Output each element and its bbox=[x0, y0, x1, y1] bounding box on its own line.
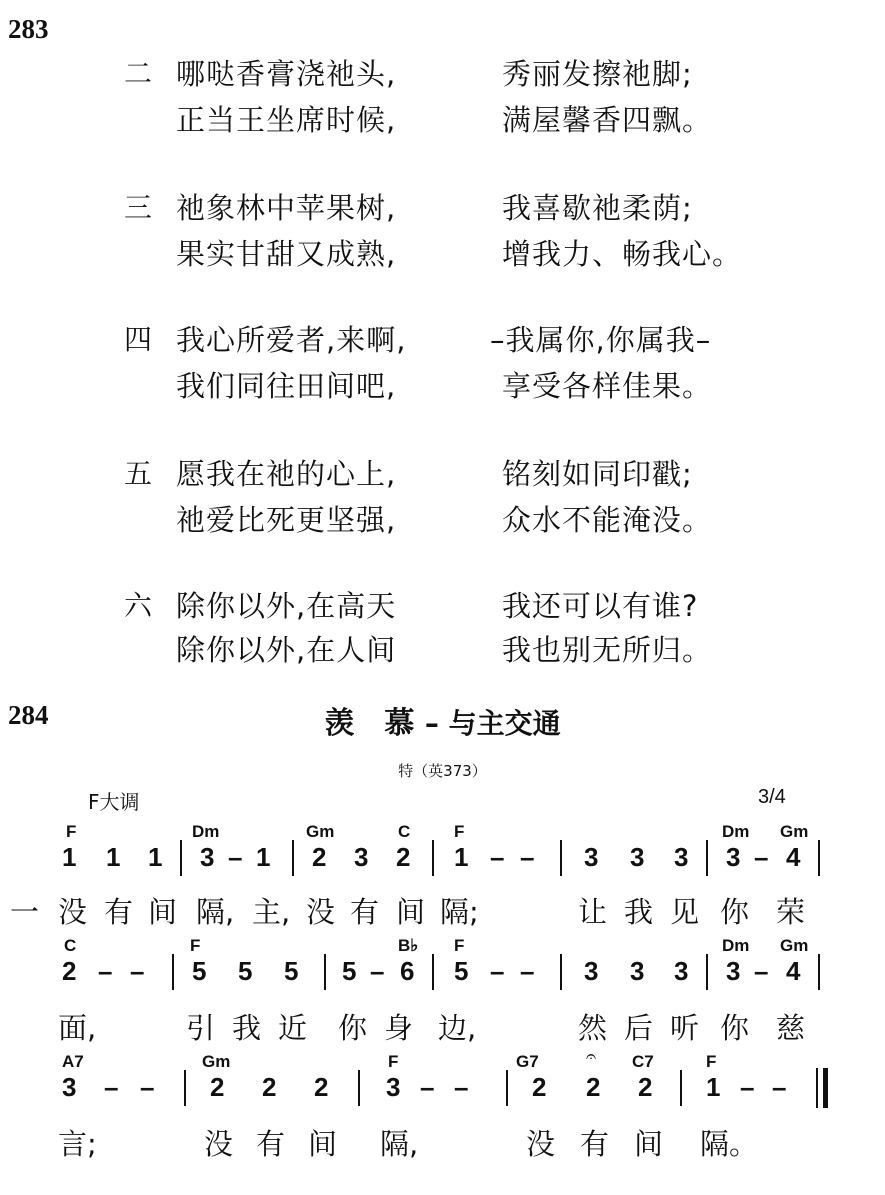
chord-symbol: Gm bbox=[202, 1052, 231, 1071]
chord-symbol: F bbox=[66, 822, 77, 841]
verse-line: 祂爱比死更坚强, bbox=[176, 503, 397, 537]
verse-line: 满屋馨香四飘。 bbox=[502, 103, 713, 137]
note: – bbox=[104, 1072, 119, 1102]
key-signature: F大调 bbox=[88, 790, 140, 814]
chord-symbol: C bbox=[64, 936, 77, 955]
barline bbox=[172, 954, 174, 990]
barline bbox=[180, 840, 182, 876]
verse-line: 除你以外,在人间 bbox=[176, 633, 397, 667]
note: 3 bbox=[674, 842, 689, 872]
hymn-number-283: 283 bbox=[8, 14, 49, 44]
barline bbox=[818, 840, 820, 876]
lyric-syllable: 见 bbox=[670, 895, 700, 929]
note: 6 bbox=[400, 956, 415, 986]
lyric-syllable: 没 bbox=[204, 1127, 234, 1161]
note: 2 bbox=[396, 842, 411, 872]
chord-symbol: F bbox=[706, 1052, 717, 1071]
note: 1 bbox=[62, 842, 77, 872]
lyric-syllable: 隔, bbox=[380, 1127, 419, 1161]
note: – bbox=[98, 956, 113, 986]
lyric-syllable: 慈 bbox=[776, 1011, 806, 1045]
hymn-title-subtitle: – 与主交通 bbox=[424, 707, 561, 740]
note: 1 bbox=[106, 842, 121, 872]
note: 1 bbox=[256, 842, 271, 872]
barline bbox=[680, 1070, 682, 1106]
lyric-syllable: 有 bbox=[104, 895, 134, 929]
chord-symbol: C bbox=[398, 822, 411, 841]
lyric-syllable: 言; bbox=[58, 1127, 97, 1161]
barline bbox=[184, 1070, 186, 1106]
chord-symbol: Dm bbox=[192, 822, 220, 841]
note: – bbox=[740, 1072, 755, 1102]
lyric-syllable: 我 bbox=[624, 895, 654, 929]
note: 2 bbox=[262, 1072, 277, 1102]
note: – bbox=[754, 842, 769, 872]
note: 1 bbox=[148, 842, 163, 872]
note: – bbox=[140, 1072, 155, 1102]
note: 5 bbox=[192, 956, 207, 986]
note: 2 bbox=[312, 842, 327, 872]
hymn-title bbox=[0, 698, 885, 742]
lyric-syllable: 我 bbox=[232, 1011, 262, 1045]
note: 3 bbox=[200, 842, 215, 872]
note: – bbox=[228, 842, 243, 872]
verse-line: –我属你,你属我– bbox=[490, 323, 712, 357]
note: 3 bbox=[584, 842, 599, 872]
chord-symbol: Dm bbox=[722, 822, 750, 841]
note: – bbox=[490, 842, 505, 872]
lyric-syllable: 主, bbox=[252, 895, 291, 929]
verse-line: 愿我在祂的心上, bbox=[176, 457, 397, 491]
verse-number: 三 bbox=[124, 191, 153, 224]
verse-line: 铭刻如同印戳; bbox=[502, 457, 693, 491]
note: 3 bbox=[62, 1072, 77, 1102]
note: 1 bbox=[706, 1072, 721, 1102]
lyric-syllable: 身 bbox=[384, 1011, 414, 1045]
note: 2 bbox=[586, 1072, 601, 1102]
barline bbox=[706, 840, 708, 876]
lyric-syllable: 没 bbox=[58, 895, 88, 929]
barline bbox=[506, 1070, 508, 1106]
lyric-syllable: 没 bbox=[306, 895, 336, 929]
lyric-syllable: 有 bbox=[580, 1127, 610, 1161]
chord-symbol: A7 bbox=[62, 1052, 84, 1071]
note: 4 bbox=[786, 956, 801, 986]
verse-line: 享受各样佳果。 bbox=[502, 369, 713, 403]
note: 2 bbox=[638, 1072, 653, 1102]
final-barline-thick bbox=[823, 1068, 828, 1108]
verse-line: 我们同往田间吧, bbox=[176, 369, 397, 403]
verse-line: 增我力、畅我心。 bbox=[502, 237, 743, 271]
barline bbox=[324, 954, 326, 990]
note: 5 bbox=[284, 956, 299, 986]
note: 3 bbox=[386, 1072, 401, 1102]
lyric-syllable: 然 bbox=[578, 1011, 608, 1045]
note: – bbox=[454, 1072, 469, 1102]
verse-line: 众水不能淹没。 bbox=[502, 503, 713, 537]
verse-number: 二 bbox=[124, 57, 153, 90]
lyric-syllable: 后 bbox=[624, 1011, 654, 1045]
lyric-syllable: 有 bbox=[256, 1127, 286, 1161]
lyric-syllable: 隔, bbox=[196, 895, 235, 929]
chord-symbol: C7 bbox=[632, 1052, 654, 1071]
hymn-title-main: 羡 慕 bbox=[324, 706, 415, 741]
note: 3 bbox=[630, 842, 645, 872]
verse-line: 除你以外,在高天 bbox=[176, 589, 397, 623]
verse-line: 我还可以有谁? bbox=[502, 589, 699, 623]
note: 3 bbox=[726, 956, 741, 986]
note: 2 bbox=[314, 1072, 329, 1102]
chord-symbol: Dm bbox=[722, 936, 750, 955]
barline bbox=[432, 840, 434, 876]
verse-line: 我喜歇祂柔荫; bbox=[502, 191, 693, 225]
chord-symbol: Gm bbox=[780, 936, 809, 955]
barline bbox=[432, 954, 434, 990]
lyric-syllable: 让 bbox=[578, 895, 608, 929]
verse-number: 五 bbox=[124, 457, 153, 490]
lyric-syllable: 面, bbox=[58, 1011, 97, 1045]
note: 1 bbox=[454, 842, 469, 872]
note: 3 bbox=[630, 956, 645, 986]
note: – bbox=[420, 1072, 435, 1102]
chord-symbol: F bbox=[454, 936, 465, 955]
lyric-syllable: 间 bbox=[634, 1127, 664, 1161]
barline bbox=[292, 840, 294, 876]
verse-line: 果实甘甜又成熟, bbox=[176, 237, 397, 271]
verse-line: 哪哒香膏浇祂头, bbox=[176, 57, 397, 91]
barline bbox=[560, 840, 562, 876]
barline bbox=[818, 954, 820, 990]
note: – bbox=[754, 956, 769, 986]
lyric-syllable: 有 bbox=[350, 895, 380, 929]
lyric-syllable: 间 bbox=[396, 895, 426, 929]
lyric-syllable: 隔; bbox=[440, 895, 479, 929]
lyric-syllable: 没 bbox=[526, 1127, 556, 1161]
note: 3 bbox=[674, 956, 689, 986]
barline bbox=[706, 954, 708, 990]
final-barline-thin bbox=[816, 1068, 818, 1108]
verse-line: 正当王坐席时候, bbox=[176, 103, 397, 137]
chord-symbol: B♭ bbox=[398, 936, 419, 955]
hymn-number-284: 284 bbox=[8, 700, 49, 730]
chord-symbol: F bbox=[190, 936, 201, 955]
hymn-tag: 特（英373） bbox=[398, 762, 487, 780]
verse-line: 秀丽发擦祂脚; bbox=[502, 57, 693, 91]
chord-symbol: G7 bbox=[516, 1052, 539, 1071]
verse-line: 我心所爱者,来啊, bbox=[176, 323, 407, 357]
note: 2 bbox=[62, 956, 77, 986]
note: – bbox=[490, 956, 505, 986]
note: 5 bbox=[454, 956, 469, 986]
chord-symbol: Gm bbox=[306, 822, 335, 841]
note: – bbox=[520, 842, 535, 872]
time-signature: 3/4 bbox=[758, 786, 786, 808]
lyric-syllable: 你 bbox=[720, 1011, 750, 1045]
chord-symbol: F bbox=[454, 822, 465, 841]
lyric-syllable: 边, bbox=[438, 1011, 477, 1045]
note: 3 bbox=[354, 842, 369, 872]
note: – bbox=[370, 956, 385, 986]
note: 5 bbox=[238, 956, 253, 986]
note: 3 bbox=[584, 956, 599, 986]
verse-number: 六 bbox=[124, 589, 153, 622]
lyric-syllable: 听 bbox=[670, 1011, 700, 1045]
note: 3 bbox=[726, 842, 741, 872]
chord-symbol: Gm bbox=[780, 822, 809, 841]
chord-symbol: F bbox=[388, 1052, 399, 1071]
note: 5 bbox=[342, 956, 357, 986]
lyric-syllable: 一 bbox=[10, 895, 40, 929]
verse-line: 祂象林中苹果树, bbox=[176, 191, 397, 225]
lyric-syllable: 你 bbox=[720, 895, 750, 929]
note: – bbox=[130, 956, 145, 986]
verse-line: 我也别无所归。 bbox=[502, 633, 713, 667]
fermata-icon: 𝄐 bbox=[586, 1046, 597, 1067]
note: – bbox=[520, 956, 535, 986]
note: 2 bbox=[210, 1072, 225, 1102]
note: – bbox=[772, 1072, 787, 1102]
lyric-syllable: 近 bbox=[278, 1011, 308, 1045]
lyric-syllable: 你 bbox=[338, 1011, 368, 1045]
lyric-syllable: 隔。 bbox=[700, 1127, 759, 1161]
verse-number: 四 bbox=[124, 323, 153, 356]
lyric-syllable: 间 bbox=[148, 895, 178, 929]
lyric-syllable: 荣 bbox=[776, 895, 806, 929]
note: 2 bbox=[532, 1072, 547, 1102]
lyric-syllable: 引 bbox=[186, 1011, 216, 1045]
lyric-syllable: 间 bbox=[308, 1127, 338, 1161]
barline bbox=[358, 1070, 360, 1106]
note: 4 bbox=[786, 842, 801, 872]
barline bbox=[560, 954, 562, 990]
